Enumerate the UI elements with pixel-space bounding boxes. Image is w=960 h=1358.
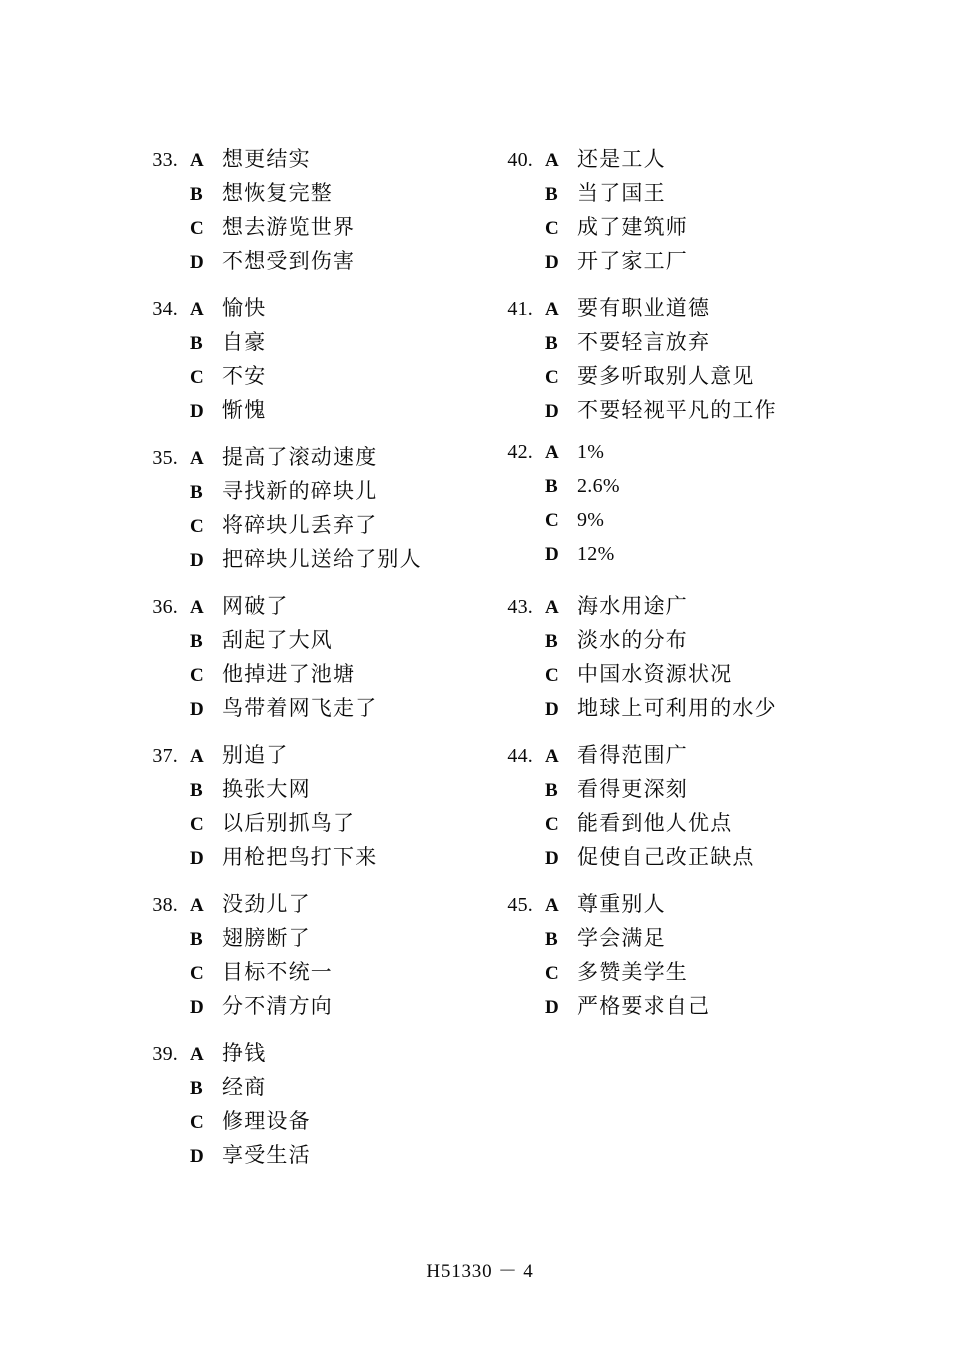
option-row[interactable] <box>132 624 487 658</box>
option-row[interactable] <box>132 326 487 360</box>
option-row[interactable] <box>132 292 487 326</box>
left-question-column <box>132 143 487 1186</box>
option-letter: D <box>190 550 204 571</box>
option-text: 挣钱 <box>222 1041 267 1065</box>
option-text: 不想受到伤害 <box>222 249 356 273</box>
question-block <box>487 292 842 428</box>
option-letter: A <box>545 895 559 916</box>
option-row[interactable] <box>487 177 842 211</box>
option-row[interactable] <box>132 211 487 245</box>
option-row[interactable] <box>487 211 842 245</box>
option-text: 鸟带着网飞走了 <box>222 696 378 720</box>
question-block <box>132 739 487 875</box>
option-text: 要多听取别人意见 <box>577 364 755 388</box>
option-letter: D <box>190 848 204 869</box>
option-row[interactable] <box>132 922 487 956</box>
question-block <box>132 292 487 428</box>
option-text: 经商 <box>222 1075 267 1099</box>
option-row[interactable] <box>132 1071 487 1105</box>
option-text: 想更结实 <box>222 147 311 171</box>
option-letter: B <box>190 1078 203 1099</box>
option-row[interactable] <box>132 956 487 990</box>
option-letter: C <box>190 367 204 388</box>
option-text: 当了国王 <box>577 181 666 205</box>
option-text: 提高了滚动速度 <box>222 445 378 469</box>
option-row[interactable] <box>132 773 487 807</box>
option-letter: A <box>190 299 204 320</box>
option-letter: C <box>190 665 204 686</box>
option-text: 海水用途广 <box>577 594 688 618</box>
option-text: 他掉进了池塘 <box>222 662 356 686</box>
option-row[interactable] <box>487 888 842 922</box>
option-text: 还是工人 <box>577 147 666 171</box>
option-letter: D <box>190 997 204 1018</box>
option-row[interactable] <box>487 292 842 326</box>
option-row[interactable] <box>487 543 842 577</box>
question-columns <box>0 143 960 1186</box>
option-row[interactable] <box>132 1105 487 1139</box>
option-letter: B <box>545 631 558 652</box>
option-letter: B <box>545 476 558 497</box>
option-text: 愉快 <box>222 296 267 320</box>
option-letter: B <box>545 333 558 354</box>
question-block <box>132 1037 487 1173</box>
option-row[interactable] <box>132 177 487 211</box>
option-row[interactable] <box>487 658 842 692</box>
option-letter: A <box>190 150 204 171</box>
option-text: 网破了 <box>222 594 289 618</box>
option-letter: A <box>190 1044 204 1065</box>
option-letter: C <box>545 510 559 531</box>
option-row[interactable] <box>487 956 842 990</box>
question-number: 42. <box>507 441 533 463</box>
option-row[interactable] <box>132 590 487 624</box>
option-text: 1% <box>577 441 605 463</box>
option-letter: C <box>545 665 559 686</box>
option-row[interactable] <box>132 543 487 577</box>
option-row[interactable] <box>487 624 842 658</box>
option-text: 将碎块儿丢弃了 <box>222 513 378 537</box>
question-number: 44. <box>507 745 533 767</box>
option-row[interactable] <box>487 807 842 841</box>
option-text: 自豪 <box>222 330 267 354</box>
option-row[interactable] <box>487 922 842 956</box>
option-letter: D <box>190 699 204 720</box>
option-row[interactable] <box>132 990 487 1024</box>
option-letter: D <box>545 252 559 273</box>
option-text: 成了建筑师 <box>577 215 688 239</box>
option-letter: B <box>545 929 558 950</box>
question-number: 40. <box>507 149 533 171</box>
option-row[interactable] <box>132 692 487 726</box>
option-letter: A <box>545 299 559 320</box>
option-letter: C <box>190 516 204 537</box>
option-row[interactable] <box>487 590 842 624</box>
option-text: 换张大网 <box>222 777 311 801</box>
option-text: 不要轻言放弃 <box>577 330 711 354</box>
question-block <box>487 888 842 1024</box>
question-number: 38. <box>152 894 178 916</box>
option-row[interactable] <box>487 441 842 475</box>
option-text: 享受生活 <box>222 1143 311 1167</box>
option-letter: D <box>545 544 559 565</box>
option-letter: D <box>545 997 559 1018</box>
option-text: 不要轻视平凡的工作 <box>577 398 777 422</box>
question-number: 33. <box>152 149 178 171</box>
option-row[interactable] <box>132 245 487 279</box>
option-text: 想恢复完整 <box>222 181 333 205</box>
option-row[interactable] <box>132 807 487 841</box>
option-letter: A <box>190 597 204 618</box>
option-row[interactable] <box>487 739 842 773</box>
option-row[interactable] <box>132 143 487 177</box>
option-row[interactable] <box>132 509 487 543</box>
question-block <box>487 590 842 726</box>
question-block <box>132 441 487 577</box>
option-letter: C <box>545 963 559 984</box>
option-text: 促使自己改正缺点 <box>577 845 755 869</box>
question-number: 36. <box>152 596 178 618</box>
option-row[interactable] <box>487 326 842 360</box>
option-text: 翅膀断了 <box>222 926 311 950</box>
option-letter: C <box>545 367 559 388</box>
question-block <box>132 888 487 1024</box>
option-text: 以后别抓鸟了 <box>222 811 356 835</box>
option-text: 中国水资源状况 <box>577 662 733 686</box>
option-letter: A <box>545 150 559 171</box>
question-number: 43. <box>507 596 533 618</box>
option-row[interactable] <box>132 360 487 394</box>
question-block <box>487 143 842 279</box>
question-number: 41. <box>507 298 533 320</box>
question-number: 45. <box>507 894 533 916</box>
option-letter: B <box>190 333 203 354</box>
option-text: 淡水的分布 <box>577 628 688 652</box>
option-text: 刮起了大风 <box>222 628 333 652</box>
option-letter: A <box>190 895 204 916</box>
option-text: 想去游览世界 <box>222 215 356 239</box>
option-row[interactable] <box>132 739 487 773</box>
option-row[interactable] <box>487 990 842 1024</box>
option-letter: B <box>190 482 203 503</box>
option-text: 看得范围广 <box>577 743 688 767</box>
option-letter: C <box>545 218 559 239</box>
option-letter: D <box>545 401 559 422</box>
option-text: 要有职业道德 <box>577 296 711 320</box>
question-block <box>132 143 487 279</box>
option-row[interactable] <box>487 475 842 509</box>
option-letter: C <box>190 218 204 239</box>
option-letter: A <box>545 597 559 618</box>
option-text: 把碎块儿送给了别人 <box>222 547 422 571</box>
option-text: 尊重别人 <box>577 892 666 916</box>
option-row[interactable] <box>487 394 842 428</box>
option-text: 看得更深刻 <box>577 777 688 801</box>
option-row[interactable] <box>132 658 487 692</box>
page-footer: H51330 － 4 <box>426 1261 534 1282</box>
option-text: 目标不统一 <box>222 960 333 984</box>
option-text: 能看到他人优点 <box>577 811 733 835</box>
question-block <box>487 441 842 577</box>
option-text: 惭愧 <box>222 398 267 422</box>
option-letter: A <box>190 746 204 767</box>
option-row[interactable] <box>487 841 842 875</box>
option-text: 别追了 <box>222 743 289 767</box>
option-letter: C <box>545 814 559 835</box>
right-question-column <box>487 143 842 1037</box>
question-number: 39. <box>152 1043 178 1065</box>
option-text: 地球上可利用的水少 <box>577 696 777 720</box>
option-row[interactable] <box>487 692 842 726</box>
option-letter: B <box>190 184 203 205</box>
option-text: 严格要求自己 <box>577 994 711 1018</box>
option-letter: B <box>545 780 558 801</box>
option-letter: D <box>545 848 559 869</box>
option-text: 2.6% <box>577 475 620 497</box>
option-letter: D <box>545 699 559 720</box>
option-text: 9% <box>577 509 605 531</box>
question-number: 37. <box>152 745 178 767</box>
option-row[interactable] <box>132 1037 487 1071</box>
option-letter: B <box>190 929 203 950</box>
option-row[interactable] <box>132 475 487 509</box>
question-block <box>487 739 842 875</box>
option-row[interactable] <box>487 143 842 177</box>
option-letter: D <box>190 401 204 422</box>
question-number: 34. <box>152 298 178 320</box>
option-letter: C <box>190 814 204 835</box>
question-block <box>132 590 487 726</box>
option-text: 用枪把鸟打下来 <box>222 845 378 869</box>
option-text: 学会满足 <box>577 926 666 950</box>
option-row[interactable] <box>487 509 842 543</box>
option-letter: A <box>545 746 559 767</box>
option-text: 12% <box>577 543 615 565</box>
option-letter: B <box>190 780 203 801</box>
option-text: 多赞美学生 <box>577 960 688 984</box>
option-text: 寻找新的碎块儿 <box>222 479 378 503</box>
option-row[interactable] <box>132 1139 487 1173</box>
option-text: 不安 <box>222 364 267 388</box>
option-row[interactable] <box>132 441 487 475</box>
option-row[interactable] <box>487 245 842 279</box>
option-text: 分不清方向 <box>222 994 333 1018</box>
option-row[interactable] <box>132 888 487 922</box>
option-letter: C <box>190 1112 204 1133</box>
option-text: 修理设备 <box>222 1109 311 1133</box>
question-number: 35. <box>152 447 178 469</box>
option-letter: D <box>190 252 204 273</box>
option-letter: A <box>545 442 559 463</box>
option-letter: C <box>190 963 204 984</box>
option-row[interactable] <box>487 360 842 394</box>
option-letter: B <box>545 184 558 205</box>
option-letter: D <box>190 1146 204 1167</box>
option-text: 开了家工厂 <box>577 249 688 273</box>
option-row[interactable] <box>487 773 842 807</box>
option-row[interactable] <box>132 841 487 875</box>
option-row[interactable] <box>132 394 487 428</box>
option-letter: A <box>190 448 204 469</box>
option-text: 没劲儿了 <box>222 892 311 916</box>
option-letter: B <box>190 631 203 652</box>
